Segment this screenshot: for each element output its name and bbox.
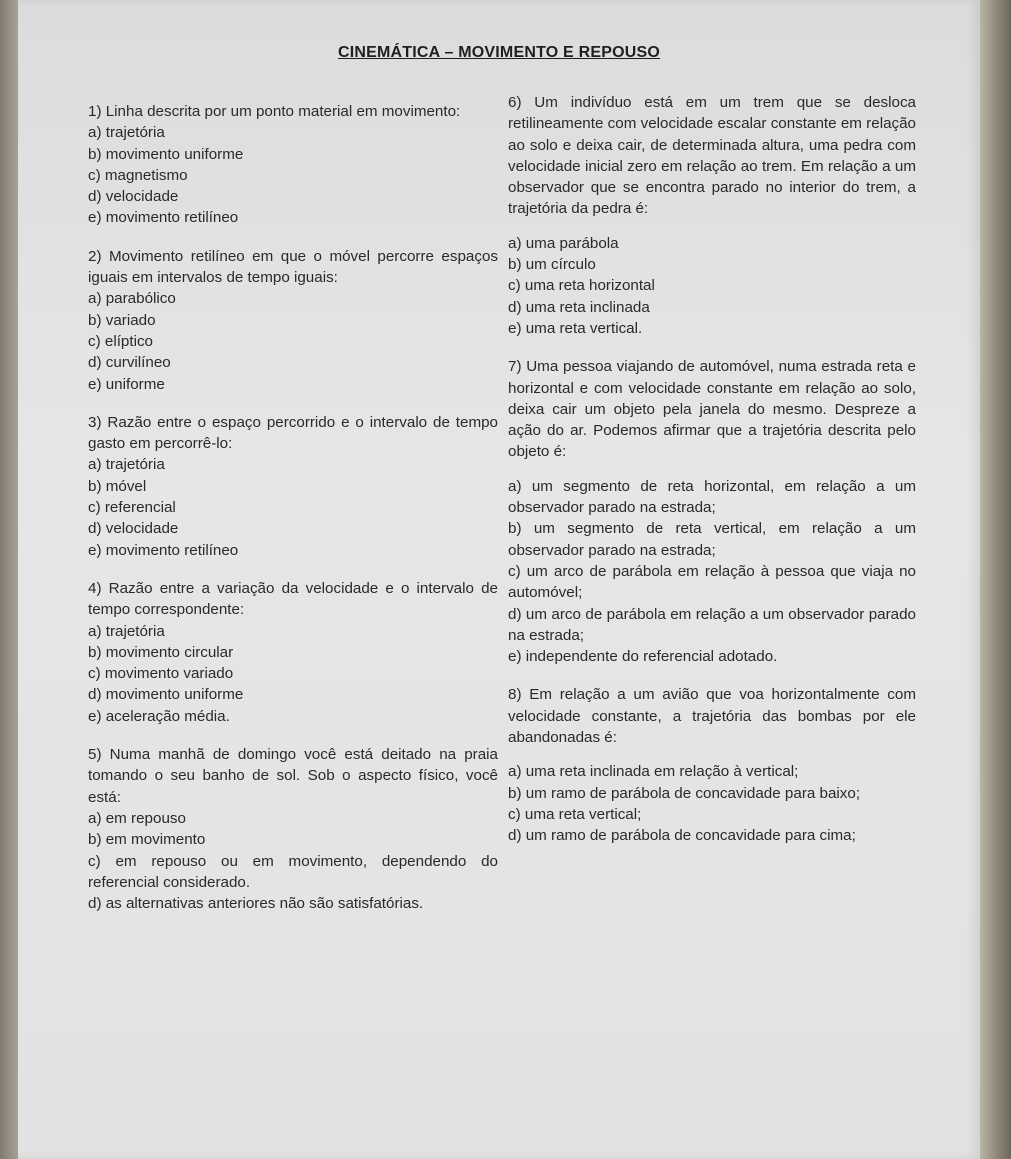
question-2-text: 2) Movimento retilíneo em que o móvel percorre espaços iguais em intervalos de tempo iguais: — [88, 247, 498, 287]
question-3-option-d: d) velocidade — [88, 520, 179, 538]
question-8-option-a: a) uma reta inclinada em relação à vertical; — [508, 763, 799, 781]
question-6-option-e: e) uma reta vertical. — [508, 319, 643, 337]
question-5-option-c: c) em repouso ou em movimento, dependendo do referencial considerado. — [88, 852, 498, 891]
question-2-option-c: c) elíptico — [88, 332, 153, 350]
question-8-text: 8) Em relação a um avião que voa horizontalmente com velocidade constante, a trajetória das bombas por ele abandonadas é: — [508, 686, 916, 747]
left-column — [88, 101, 498, 914]
question-5-text: 5) Numa manhã de domingo você está deitado na praia tomando o seu banho de sol. Sob o aspecto físico, você está: — [88, 746, 498, 806]
question-6-text: 6) Um indivíduo está em um trem que se desloca retilineamente com velocidade escalar constante em relação ao solo e deixa cair, de determinada altura, uma pedra com velocidade inicial zero em relação ao trem. Em relação a um observador que se encontra parado no interior do trem, a trajetória da pedra é: — [508, 94, 916, 218]
question-3-text: 3) Razão entre o espaço percorrido e o intervalo de tempo gasto em percorrê-lo: — [88, 413, 498, 453]
question-2-option-a: a) parabólico — [88, 290, 176, 308]
question-5 — [88, 744, 498, 914]
question-7-option-b: b) um segmento de reta vertical, em relação a um observador parado na estrada; — [508, 520, 916, 559]
question-2-option-d: d) curvilíneo — [88, 354, 171, 372]
question-4-option-a: a) trajetória — [88, 622, 165, 640]
question-3-option-b: b) móvel — [88, 477, 147, 495]
question-6-option-d: d) uma reta inclinada — [508, 298, 650, 316]
question-5-option-b: b) em movimento — [88, 831, 206, 849]
question-2 — [88, 246, 498, 395]
question-4-option-e: e) aceleração média. — [88, 707, 230, 725]
question-8 — [508, 684, 916, 846]
question-4-text: 4) Razão entre a variação da velocidade e o intervalo de tempo correspondente: — [88, 579, 498, 619]
question-7-option-a: a) um segmento de reta horizontal, em relação a um observador parado na estrada; — [508, 477, 916, 517]
question-8-option-d: d) um ramo de parábola de concavidade para cima; — [508, 827, 856, 845]
question-1-option-a: a) trajetória — [88, 124, 165, 142]
question-1-option-e: e) movimento retilíneo — [88, 209, 239, 227]
question-2-option-e: e) uniforme — [88, 375, 165, 393]
question-4 — [88, 578, 498, 727]
question-1-option-b: b) movimento uniforme — [88, 145, 244, 163]
page-title: CINEMÁTICA – MOVIMENTO E REPOUSO — [338, 44, 660, 61]
question-3-option-c: c) referencial — [88, 499, 176, 517]
question-4-option-c: c) movimento variado — [88, 665, 234, 683]
question-7-option-e: e) independente do referencial adotado. — [508, 648, 778, 666]
question-6-option-a: a) uma parábola — [508, 234, 619, 252]
question-1-option-c: c) magnetismo — [88, 166, 188, 184]
background-edge-right — [980, 0, 1011, 1159]
question-7-option-d: d) um arco de parábola em relação a um observador parado na estrada; — [508, 605, 916, 644]
question-4-option-d: d) movimento uniforme — [88, 686, 244, 704]
background-edge-left — [0, 0, 18, 1159]
question-3 — [88, 412, 498, 561]
question-8-option-b: b) um ramo de parábola de concavidade para baixo; — [508, 784, 861, 802]
question-3-option-e: e) movimento retilíneo — [88, 541, 239, 559]
question-6 — [508, 92, 916, 339]
question-7-option-c: c) um arco de parábola em relação à pessoa que viaja no automóvel; — [508, 562, 916, 602]
question-8-option-c: c) uma reta vertical; — [508, 805, 642, 823]
question-5-option-a: a) em repouso — [88, 809, 186, 827]
question-3-option-a: a) trajetória — [88, 456, 165, 474]
question-6-option-b: b) um círculo — [508, 256, 596, 274]
paper-sheet — [18, 0, 980, 1159]
question-1-text: 1) Linha descrita por um ponto material em movimento: — [88, 103, 461, 120]
question-4-option-b: b) movimento circular — [88, 643, 234, 661]
question-7 — [508, 356, 916, 667]
question-5-option-d: d) as alternativas anteriores não são satisfatórias. — [88, 895, 424, 913]
question-6-option-c: c) uma reta horizontal — [508, 277, 655, 295]
question-1 — [88, 101, 498, 229]
question-7-text: 7) Uma pessoa viajando de automóvel, numa estrada reta e horizontal e com velocidade constante em relação ao solo, deixa cair um objeto pela janela do mesmo. Despreze a ação do ar. Podemos afirmar que a trajetória descrita pelo objeto é: — [508, 358, 916, 461]
question-2-option-b: b) variado — [88, 311, 156, 329]
right-column — [508, 92, 916, 847]
question-1-option-d: d) velocidade — [88, 188, 179, 206]
